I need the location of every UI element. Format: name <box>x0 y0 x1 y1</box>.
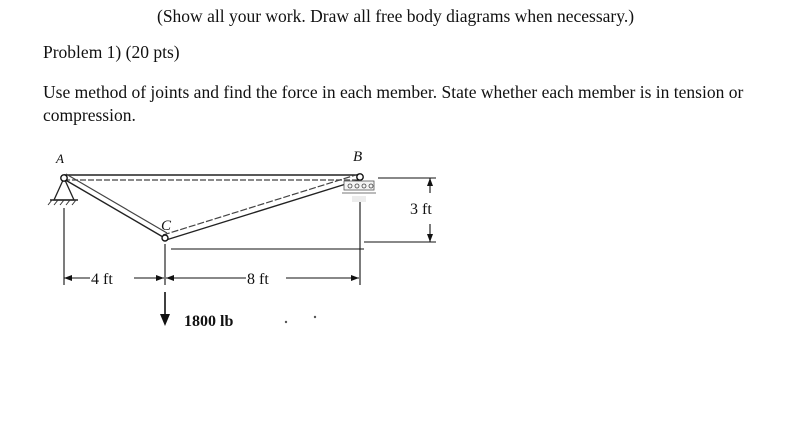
load-label: 1800 lb <box>184 313 234 330</box>
problem-heading: Problem 1) (20 pts) <box>43 42 180 62</box>
member-ab <box>64 175 360 180</box>
dimension-3ft-label: 3 ft <box>410 201 432 218</box>
dimension-8ft <box>166 271 359 288</box>
joint-a-label: A <box>56 151 64 166</box>
extension-lines <box>64 178 436 285</box>
load-arrow <box>160 292 233 330</box>
dimension-3ft <box>410 178 433 242</box>
joint-c-label: C <box>161 218 172 234</box>
joint-b-label: B <box>353 149 363 165</box>
member-ac <box>62 174 167 237</box>
joint-c <box>162 235 168 241</box>
instructions-text: (Show all your work. Draw all free body diagrams when necessary.) <box>157 6 635 26</box>
pin-support-a <box>48 175 78 205</box>
stray-mark <box>285 321 287 323</box>
stray-mark <box>314 316 316 318</box>
dimension-4ft <box>64 271 164 288</box>
dimension-4ft-label: 4 ft <box>91 271 113 288</box>
problem-statement-line-1: Use method of joints and find the force in each member. State whether each member is in tension or <box>43 82 744 102</box>
dimension-8ft-label: 8 ft <box>247 271 269 288</box>
problem-statement-line-2: compression. <box>43 105 136 125</box>
member-cb <box>163 174 362 240</box>
